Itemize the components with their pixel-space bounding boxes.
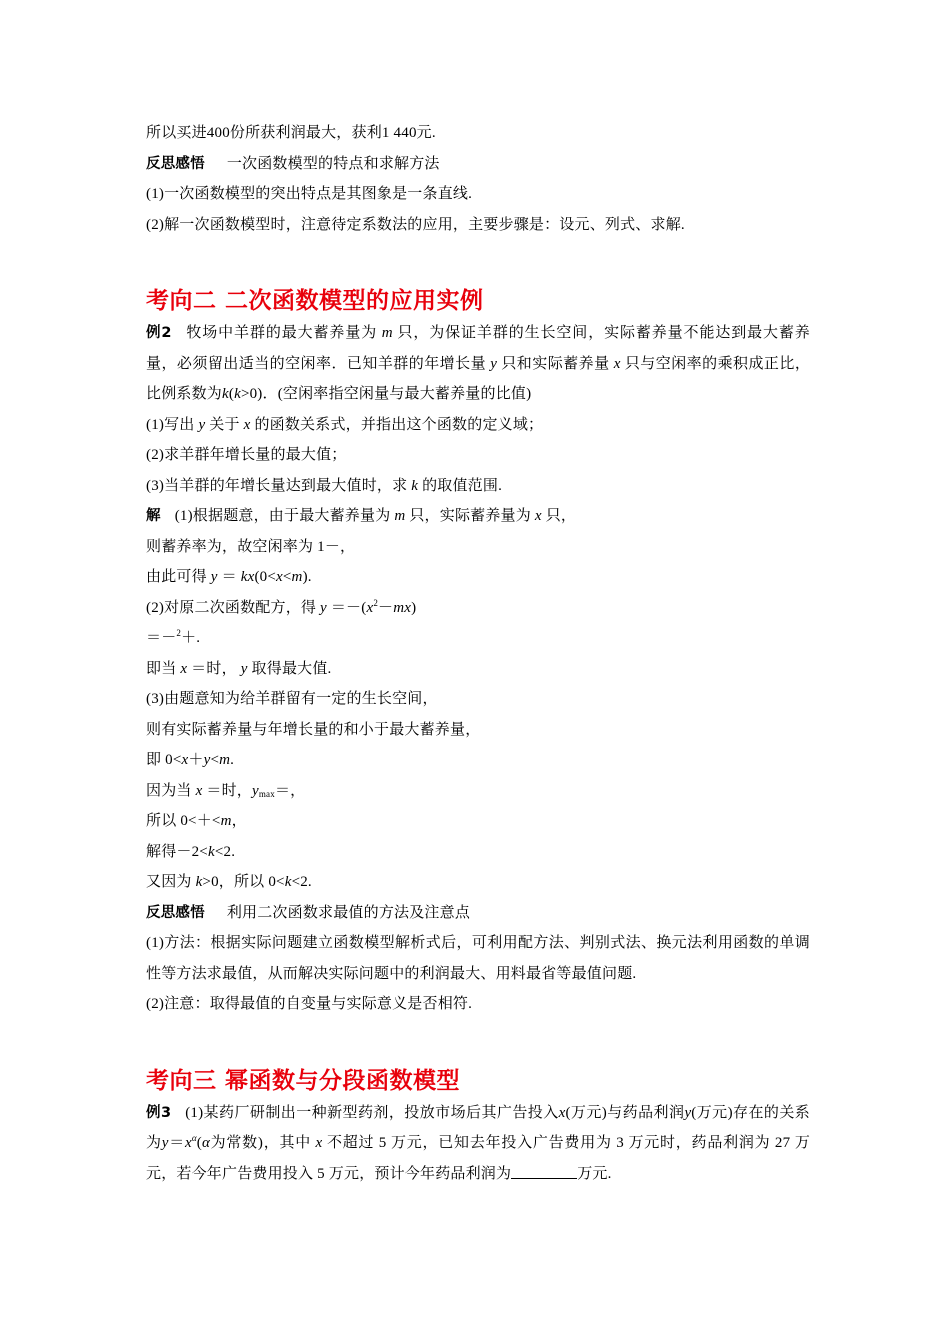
solution-line-6: 即当 x ＝时， y 取得最大值. [146,660,332,677]
reflection-2 [146,898,810,929]
solution-line-2: 则蓄养率为，故空闲率为 1－， [146,538,356,555]
question-2: (2)求羊群年增长量的最大值； [146,447,347,463]
example-2-problem: 例2 牧场中羊群的最大蓄养量为 m 只，为保证羊群的生长空间，实际蓄养量不能达到最大蓄养量，必须留出适当的空闲率．已知羊群的年增长量 y 只和实际蓄养量 x 只与空闲率的乘积成正比，比例系数为k(k>0)．(空闲率指空闲量与最大蓄养量的比值) [146,325,811,402]
section-heading-3: 考向三 幂函数与分段函数模型 [146,1067,461,1094]
solution-line-1: 解 (1)根据题意，由于最大蓄养量为 m 只，实际蓄养量为 x 只， [146,508,577,524]
solution-line-9: 即 0<x＋y<m. [146,752,235,768]
reflection-2-point-1: (1)方法：根据实际问题建立函数模型解析式后，可利用配方法、判别式法、换元法利用函数的单调性等方法求最值，从而解决实际问题中的利润最大、用料最省等最值问题. [146,935,810,982]
solution-line-13: 又因为 k>0，所以 0<k<2. [146,874,312,890]
solution-line-12: 解得－2<k<2. [146,843,236,860]
answer-blank[interactable] [511,1164,577,1179]
solution-line-3: 由此可得 y ＝ kx(0<x<m). [146,569,312,585]
solution-line-4: (2)对原二次函数配方，得 $y =-(x^2-mx)$ [146,597,417,616]
solution-line-11: 所以 0<＋<m， [146,813,247,829]
solution-line-7: (3)由题意知为给羊群留有一定的生长空间， [146,691,438,707]
reflection-2-point-2: (2)注意：取得最值的自变量与实际意义是否相符. [146,996,473,1012]
reflection-1 [146,149,810,180]
reflection-title: 一次函数模型的特点和求解方法 [226,155,440,172]
solution-line-8: 则有实际蓄养量与年增长量的和小于最大蓄养量， [146,721,481,738]
question-1: (1)写出 y 关于 x 的函数关系式，并指出这个函数的定义域； [146,416,544,433]
reflection-label: 反思感悟 [146,155,205,172]
example-3-problem: 例3 (1)某药厂研制出一种新型药剂，投放市场后其广告投入x(万元)与药品利润y(万元)存在的关系为$y=x^\alpha(\alpha$为常数)，其中 x 不超过 5 万元，已知去年投入广告费用为 3 万元时，药品利润为 27 万元，若今年广告费用投入 5 万元，预计今年药品利润为 万元. [146,1104,811,1182]
intro-conclusion: 所以买进400份所获利润最大，获利1 440元. [146,125,436,141]
reflection-point-2: (2)解一次函数模型时，注意待定系数法的应用，主要步骤是：设元、列式、求解. [146,216,685,233]
example-label: 例2 [146,325,172,341]
solution-line-10: 因为当 x ＝时，$y_{max}=$， [146,782,306,799]
solution-line-5: ＝－$^2$＋. [146,628,201,646]
solution-label: 解 [146,508,161,524]
reflection-point-1: (1)一次函数模型的突出特点是其图象是一条直线. [146,186,473,202]
reflection-title: 利用二次函数求最值的方法及注意点 [226,904,471,921]
section-heading-2: 考向二 二次函数模型的应用实例 [146,288,484,314]
question-3: (3)当羊群的年增长量达到最大值时，求 k 的取值范围. [146,477,503,494]
document-page [146,118,810,1189]
example-label: 例3 [146,1104,172,1121]
reflection-label: 反思感悟 [146,904,205,921]
